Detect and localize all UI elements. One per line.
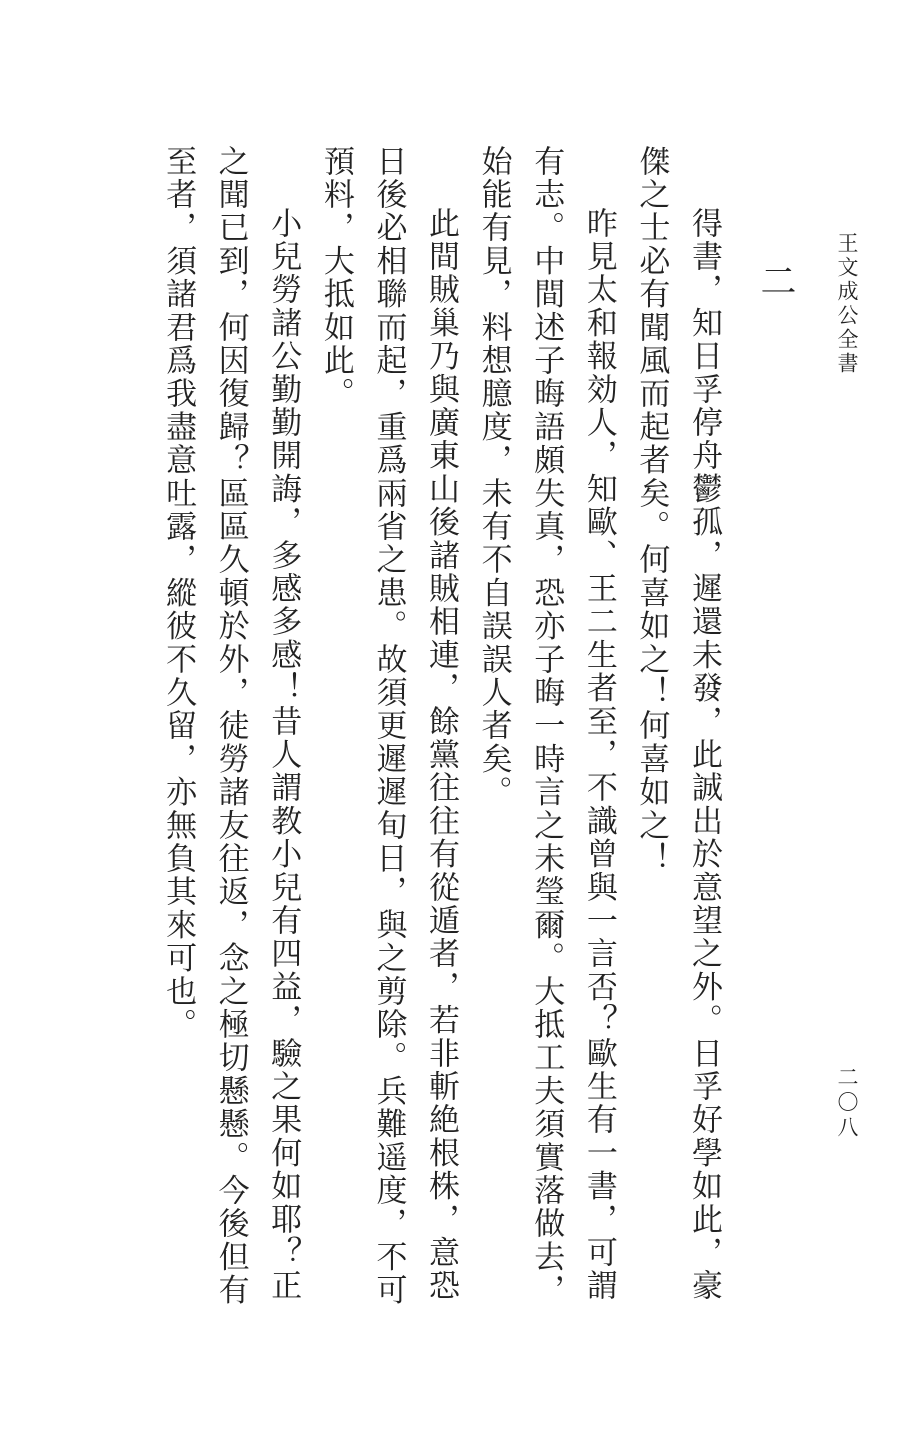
paragraph-4: 小兒勞諸公勤勤開誨，多感多感！昔人謂教小兒有四益，驗之果何如耶？正之聞已到，何因復歸？區區久頓於外，徒勞諸友往返，念之極切懸懸。今後但有至者，須諸君爲我盡意吐露，縱彼不久留，亦無負其來可也。	[160, 145, 302, 1307]
running-title: 王文成公全書	[835, 232, 859, 376]
paragraph-3: 此間賊巢乃與廣東山後諸賊相連，餘黨往往有從遁者，若非斬絶根株，意恐日後必相聯而起，重爲兩省之患。故須更遲遲旬日，與之剪除。兵難遥度，不可預料，大抵如此。	[317, 145, 460, 1307]
paragraph-2: 昨見太和報効人，知歐、王二生者至，不識曾與一言否？歐生有一書，可謂有志。中間述子晦語頗失真，恐亦子晦一時言之未瑩爾。大抵工夫須實落做去，始能有見，料想臆度，未有不自誤誤人者矣。	[475, 145, 617, 1307]
letter-body	[160, 145, 730, 1325]
page-number: 二〇八	[835, 1066, 859, 1141]
paragraph-1: 得書，知日孚停舟鬱孤，遲還未發，此誠出於意望之外。日孚好學如此，豪傑之士必有聞風而起者矣。何喜如之！何喜如之！	[633, 145, 722, 1303]
section-number: 二	[755, 262, 796, 298]
